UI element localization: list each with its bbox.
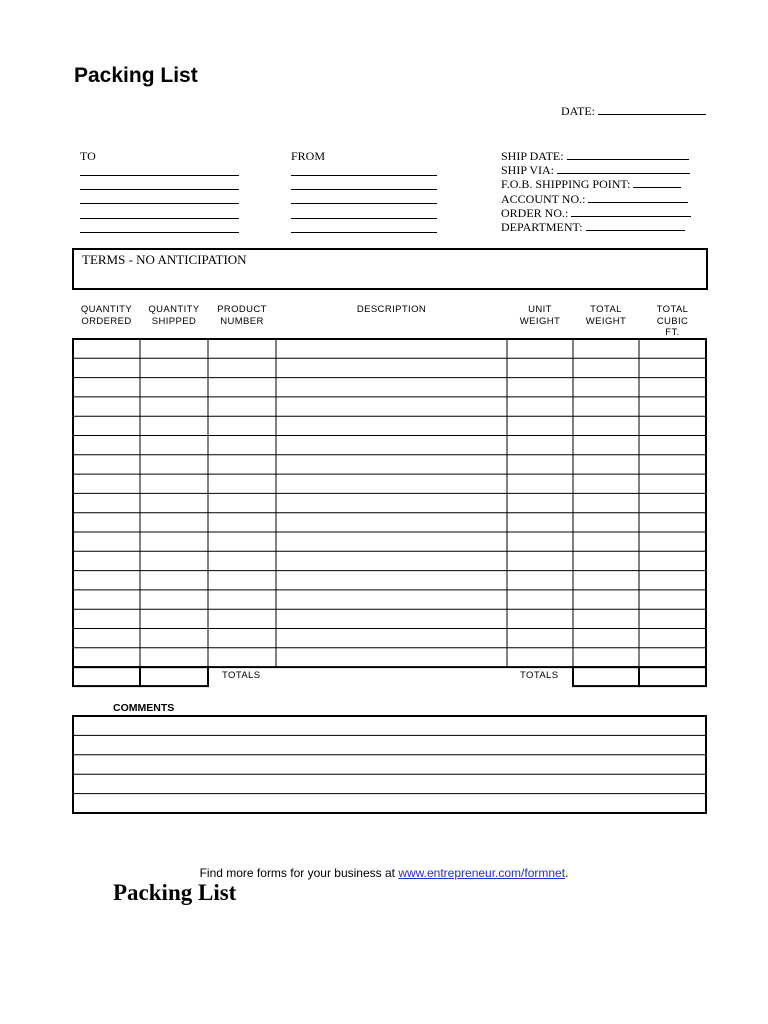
col-header-line: DESCRIPTION (356, 304, 427, 315)
formnet-link[interactable]: www.entrepreneur.com/formnet (398, 866, 566, 880)
ship-date-label: SHIP DATE: (501, 149, 564, 163)
col-header-line: WEIGHT (585, 315, 627, 327)
order-no-label: ORDER NO.: (501, 205, 569, 220)
footer-suffix: . (565, 866, 569, 880)
col-header-line: ORDERED (81, 315, 132, 327)
col-header-line: UNIT (528, 304, 552, 315)
col-header-line: SHIPPED (151, 315, 197, 327)
col-header-line: NUMBER (220, 315, 264, 327)
totals-cell-quantity-shipped[interactable] (140, 667, 208, 686)
col-header-line: WEIGHT (519, 315, 561, 327)
totals-cell-quantity-ordered[interactable] (73, 667, 140, 686)
comments-label: COMMENTS (113, 702, 175, 714)
department-label: DEPARTMENT: (501, 220, 583, 235)
col-header-line: TOTAL (590, 304, 622, 315)
comments-box[interactable] (73, 716, 706, 813)
bottom-title: Packing List (113, 880, 237, 905)
ship-via-label: SHIP VIA: (501, 163, 555, 178)
col-header-line: QUANTITY (80, 304, 133, 315)
to-label: TO (80, 149, 96, 163)
col-header-line: TOTAL (656, 304, 689, 315)
col-header-line: QUANTITY (148, 304, 200, 315)
page-title: Packing List (74, 64, 198, 87)
footer (0, 866, 768, 880)
totals-label-left: TOTALS (222, 670, 261, 681)
fob-label: F.O.B. SHIPPING POINT: (501, 177, 631, 192)
totals-cell-total-cubic-ft[interactable] (639, 667, 706, 686)
date-label: DATE: (561, 104, 595, 118)
col-header-line: CUBIC (656, 315, 689, 327)
table-body-border[interactable] (73, 339, 706, 667)
terms-text: TERMS - NO ANTICIPATION (82, 252, 247, 267)
totals-label-right: TOTALS (520, 670, 559, 681)
from-label: FROM (291, 149, 326, 163)
col-header-line: PRODUCT (217, 304, 267, 315)
account-no-label: ACCOUNT NO.: (501, 191, 586, 206)
col-header-line: FT. (665, 327, 680, 338)
footer-text: Find more forms for your business at (199, 866, 399, 880)
totals-cell-total-weight[interactable] (573, 667, 639, 686)
